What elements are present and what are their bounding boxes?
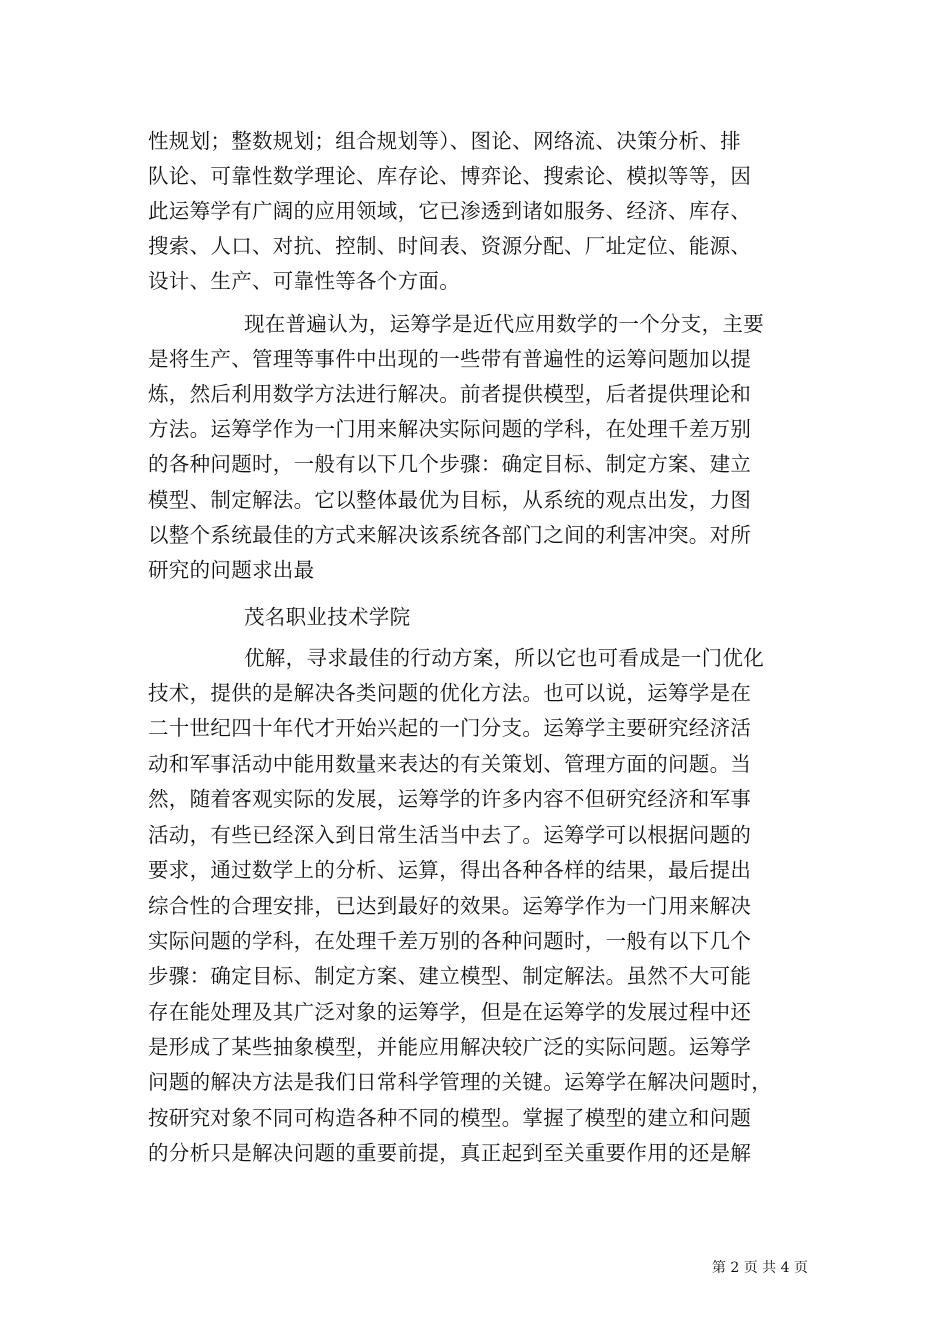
text-line: 模型、制定解法。它以整体最优为目标，从系统的观点出发，力图 [148,488,752,512]
text-line: 综合性的合理安排，已达到最好的效果。运筹学作为一门用来解决 [148,894,752,918]
text-line: 此运筹学有广阔的应用领域，它已渗透到诸如服务、经济、库存、 [148,199,752,223]
text-line: 是将生产、管理等事件中出现的一些带有普遍性的运筹问题加以提 [148,347,752,371]
paragraph-first-line: 优解，寻求最佳的行动方案，所以它也可看成是一门优化 [244,646,764,670]
text-line: 存在能处理及其广泛对象的运筹学，但是在运筹学的发展过程中还 [148,1000,752,1024]
text-line: 的各种问题时，一般有以下几个步骤：确定目标、制定方案、建立 [148,452,752,476]
text-line: 二十世纪四十年代才开始兴起的一门分支。运筹学主要研究经济活 [148,716,752,740]
text-line: 问题的解决方法是我们日常科学管理的关键。运筹学在解决问题时， [148,1070,772,1094]
text-line: 技术，提供的是解决各类问题的优化方法。也可以说，运筹学是在 [148,681,752,705]
text-line: 动和军事活动中能用数量来表达的有关策划、管理方面的问题。当 [148,752,752,776]
institution-name: 茂名职业技术学院 [244,605,411,629]
text-line: 队论、可靠性数学理论、库存论、博弈论、搜索论、模拟等等，因 [148,164,752,188]
text-line: 搜索、人口、对抗、控制、时间表、资源分配、厂址定位、能源、 [148,234,752,258]
text-line: 以整个系统最佳的方式来解决该系统各部门之间的利害冲突。对所 [148,523,752,547]
text-line: 步骤：确定目标、制定方案、建立模型、制定解法。虽然不大可能 [148,964,752,988]
page-number-footer: 第 2 页 共 4 页 [711,1260,808,1276]
text-line: 方法。运筹学作为一门用来解决实际问题的学科，在处理千差万别 [148,417,752,441]
text-line: 的分析只是解决问题的重要前提，真正起到至关重要作用的还是解 [148,1141,752,1165]
text-line: 性规划；整数规划；组合规划等）、图论、网络流、决策分析、排 [148,129,741,153]
text-line: 研究的问题求出最 [148,558,315,582]
text-line: 是形成了某些抽象模型，并能应用解决较广泛的实际问题。运筹学 [148,1035,752,1059]
text-line: 实际问题的学科，在处理千差万别的各种问题时，一般有以下几个 [148,929,752,953]
text-line: 然，随着客观实际的发展，运筹学的许多内容不但研究经济和军事 [148,787,752,811]
text-line: 设计、生产、可靠性等各个方面。 [148,269,460,293]
text-line: 按研究对象不同可构造各种不同的模型。掌握了模型的建立和问题 [148,1106,752,1130]
text-line: 要求，通过数学上的分析、运算，得出各种各样的结果，最后提出 [148,858,752,882]
text-line: 活动，有些已经深入到日常生活当中去了。运筹学可以根据问题的 [148,823,752,847]
text-line: 炼，然后利用数学方法进行解决。前者提供模型，后者提供理论和 [148,382,752,406]
paragraph-first-line: 现在普遍认为，运筹学是近代应用数学的一个分支，主要 [244,312,764,336]
